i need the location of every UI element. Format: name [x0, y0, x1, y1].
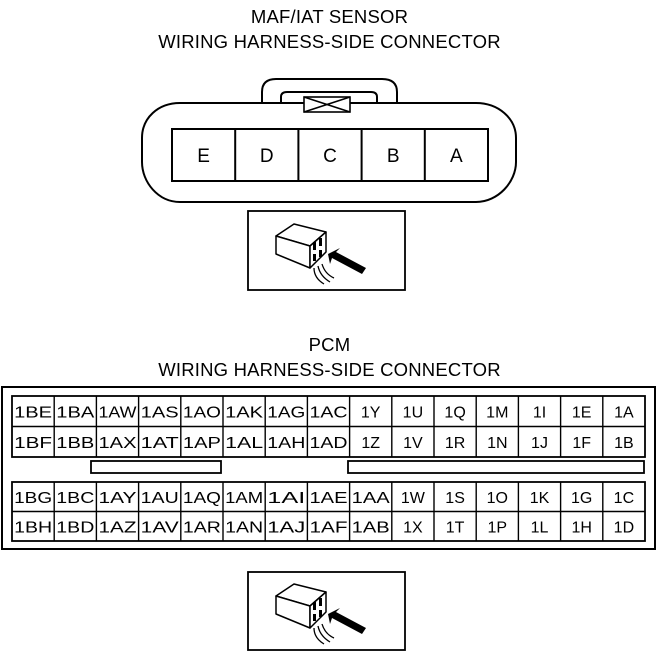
pcm-pin-1ak: 1AK [225, 404, 264, 422]
pcm-pin-1b: 1B [614, 434, 634, 452]
pcm-pin-1x: 1X [403, 519, 423, 537]
pcm-pin-1ai: 1AI [267, 489, 306, 507]
pcm-pin-1g: 1G [571, 489, 593, 507]
pcm-pin-1bc: 1BC [56, 489, 95, 507]
pcm-pin-1aq: 1AQ [182, 489, 221, 507]
pcm-pin-1e: 1E [571, 404, 592, 422]
connector-view-icon [276, 224, 366, 284]
pcm-pin-1w: 1W [400, 489, 425, 507]
pcm-pin-1am: 1AM [225, 489, 264, 507]
pcm-title-line2: WIRING HARNESS-SIDE CONNECTOR [158, 359, 501, 380]
pcm-pin-1au: 1AU [140, 489, 179, 507]
pcm-pin-1u: 1U [402, 404, 424, 422]
pcm-pin-1q: 1Q [444, 404, 466, 422]
connector-view-icon [276, 584, 366, 644]
pcm-pin-1ag: 1AG [267, 404, 306, 422]
pcm-pin-1bd: 1BD [56, 519, 95, 537]
pcm-pin-1av: 1AV [140, 519, 180, 537]
pcm-pin-1ax: 1AX [98, 434, 137, 452]
pcm-view-box [248, 572, 405, 650]
pcm-pin-1ao: 1AO [182, 404, 221, 422]
pcm-pin-1d: 1D [613, 519, 635, 537]
pcm-pin-1aa: 1AA [351, 489, 391, 507]
pcm-pin-1k: 1K [529, 489, 550, 507]
maf-pin-e: E [197, 146, 210, 167]
pcm-pin-1c: 1C [613, 489, 635, 507]
pcm-pin-1y: 1Y [360, 404, 381, 422]
pcm-pin-1ar: 1AR [182, 519, 221, 537]
pcm-pin-1ba: 1BA [56, 404, 95, 422]
pcm-pin-1t: 1T [445, 519, 465, 537]
pcm-pin-1ah: 1AH [267, 434, 306, 452]
pcm-pin-1ay: 1AY [98, 489, 137, 507]
maf-pin-c: C [323, 146, 337, 167]
pcm-pin-1ap: 1AP [182, 434, 221, 452]
pcm-pin-1z: 1Z [361, 434, 381, 452]
pcm-pin-1ac: 1AC [309, 404, 348, 422]
pcm-pin-1aw: 1AW [98, 404, 138, 422]
pcm-pin-1ab: 1AB [351, 519, 390, 537]
pcm-pin-1bf: 1BF [14, 434, 53, 452]
pcm-pin-1af: 1AF [309, 519, 348, 537]
pcm-title-line1: PCM [308, 334, 351, 355]
pcm-pin-1i: 1I [532, 404, 547, 422]
maf-latch-box [304, 97, 350, 112]
pcm-pin-1n: 1N [487, 434, 508, 452]
pcm-pin-1o: 1O [486, 489, 508, 507]
pcm-pin-cells [12, 396, 645, 541]
pcm-pin-1j: 1J [531, 434, 548, 452]
pcm-pin-1aj: 1AJ [267, 519, 306, 537]
pcm-pin-1a: 1A [614, 404, 634, 422]
pcm-pin-1as: 1AS [140, 404, 179, 422]
pcm-pin-1ae: 1AE [309, 489, 348, 507]
pcm-pin-1az: 1AZ [98, 519, 137, 537]
pcm-pin-1m: 1M [486, 404, 509, 422]
pcm-pin-1f: 1F [572, 434, 592, 452]
maf-title-line2: WIRING HARNESS-SIDE CONNECTOR [158, 31, 501, 52]
maf-pin-a: A [450, 146, 463, 167]
maf-pin-d: D [259, 146, 274, 167]
pcm-pin-1al: 1AL [225, 434, 264, 452]
pcm-pin-1be: 1BE [14, 404, 53, 422]
maf-pin-b: B [386, 146, 400, 167]
maf-title-line1: MAF/IAT SENSOR [250, 6, 409, 27]
pcm-pin-1l: 1L [530, 519, 549, 537]
maf-view-box [248, 211, 405, 290]
pcm-pin-1bg: 1BG [14, 489, 53, 507]
pcm-pin-1bb: 1BB [56, 434, 95, 452]
maf-pin-cells [197, 129, 463, 181]
pcm-pin-1ad: 1AD [309, 434, 348, 452]
pcm-pin-1s: 1S [445, 489, 465, 507]
pcm-pin-1p: 1P [487, 519, 508, 537]
pcm-pin-1an: 1AN [225, 519, 264, 537]
pcm-pin-1at: 1AT [140, 434, 180, 452]
pcm-pin-1v: 1V [403, 434, 423, 452]
pcm-pin-1r: 1R [444, 434, 466, 452]
pcm-pin-1bh: 1BH [14, 519, 53, 537]
pcm-pin-1h: 1H [571, 519, 592, 537]
